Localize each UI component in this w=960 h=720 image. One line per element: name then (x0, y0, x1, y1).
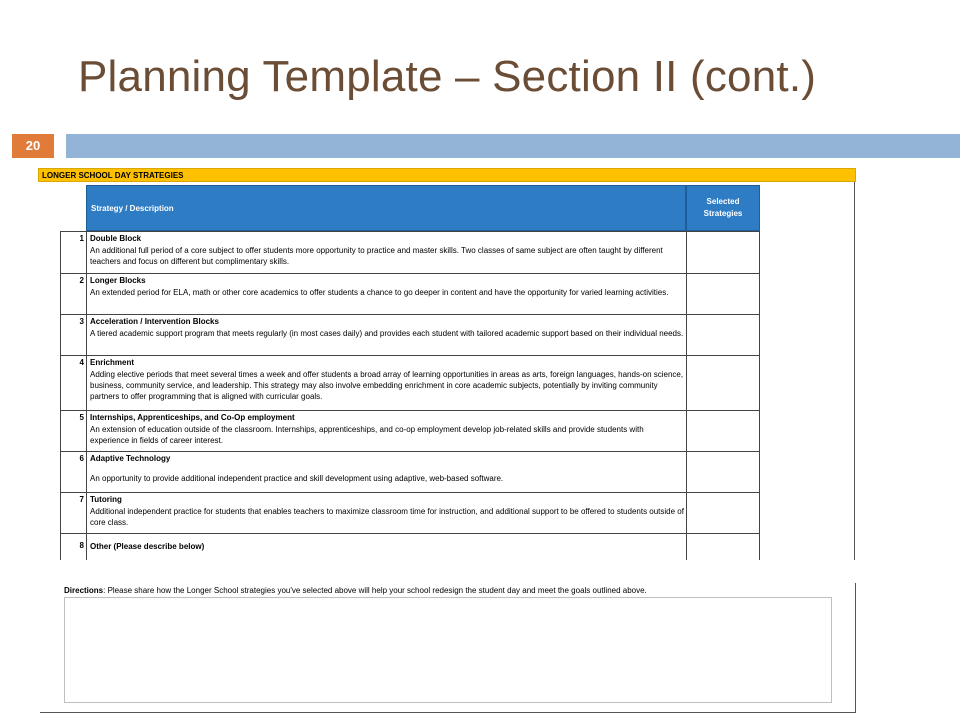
table-row (60, 410, 760, 451)
directions-answer-field[interactable] (64, 597, 832, 703)
row-number: 3 (79, 317, 84, 326)
row-title: Acceleration / Intervention Blocks (90, 317, 219, 326)
row-title: Double Block (90, 234, 142, 243)
selected-checkbox-cell[interactable] (686, 232, 760, 273)
row-description: Additional independent practice for students that enables teachers to maximize classroom time for instruction, and additional support to be offered to students outside of core class. (90, 507, 684, 527)
table-row (60, 451, 760, 492)
row-description-cell (86, 315, 686, 355)
table-row (60, 231, 760, 273)
strategies-table (38, 168, 858, 560)
selected-checkbox-cell[interactable] (686, 411, 760, 451)
row-description: An opportunity to provide additional independent practice and skill development using adaptive, web-based software. (90, 474, 504, 483)
table-row (60, 492, 760, 533)
row-number: 5 (79, 413, 84, 422)
table-row (60, 355, 760, 410)
row-description-cell (86, 452, 686, 492)
row-title: Adaptive Technology (90, 454, 171, 463)
sheet-border (854, 182, 855, 560)
row-number: 1 (79, 234, 84, 243)
row-number: 7 (79, 495, 84, 504)
slide-title: Planning Template – Section II (cont.) (78, 52, 817, 101)
row-title: Enrichment (90, 358, 135, 367)
row-description: A tiered academic support program that meets regularly (in most cases daily) and provides each student with tailored academic support based on their individual needs. (90, 329, 684, 338)
directions-section (40, 583, 856, 713)
selected-checkbox-cell[interactable] (686, 452, 760, 492)
selected-checkbox-cell[interactable] (686, 534, 760, 560)
directions-label: Directions (64, 586, 104, 595)
row-description-cell (86, 232, 686, 273)
row-description-cell (86, 493, 686, 533)
column-header-strategy: Strategy / Description (86, 185, 686, 231)
row-title: Tutoring (90, 495, 122, 504)
table-row (60, 314, 760, 355)
row-number: 8 (79, 541, 84, 550)
row-number: 6 (79, 454, 84, 463)
table-header-banner: LONGER SCHOOL DAY STRATEGIES (38, 168, 856, 182)
column-header-selected-line2: Strategies (703, 209, 743, 218)
row-title: Internships, Apprenticeships, and Co-Op employment (90, 413, 295, 422)
row-description-cell (86, 356, 686, 410)
page-number: 20 (12, 134, 54, 158)
row-description-cell (86, 274, 686, 314)
accent-bar (66, 134, 960, 158)
row-description: An extended period for ELA, math or other core academics to offer students a chance to go deeper in content and have the opportunity for varied learning activities. (90, 288, 669, 297)
row-description: Adding elective periods that meet several times a week and offer students a broad array of learning opportunities in areas as arts, foreign languages, hands-on science, business, community service, and leadership. This strategy may also involve embedding enrichment in core academic subjects, potentially by inviting community partners to offer programming that is aligned with curricular goals. (90, 370, 684, 401)
column-header-selected (686, 185, 760, 231)
row-title: Longer Blocks (90, 276, 146, 285)
row-description-cell (86, 534, 686, 560)
directions-text (64, 586, 647, 595)
row-number: 2 (79, 276, 84, 285)
row-title: Other (Please describe below) (90, 542, 205, 551)
row-number: 4 (79, 358, 84, 367)
row-description-cell (86, 411, 686, 451)
selected-checkbox-cell[interactable] (686, 493, 760, 533)
row-description: An additional full period of a core subject to offer students more opportunity to practice and master skills. Two classes of same subject are often taught by different teachers and focus on different but complimentary skills. (90, 246, 663, 266)
selected-checkbox-cell[interactable] (686, 274, 760, 314)
row-description: An extension of education outside of the classroom. Internships, apprenticeships, and co-op employment develop job-related skills and provide students with experience in fields of career interest. (90, 425, 644, 445)
selected-checkbox-cell[interactable] (686, 356, 760, 410)
selected-checkbox-cell[interactable] (686, 315, 760, 355)
column-header-selected-line1: Selected (706, 197, 740, 206)
directions-body: : Please share how the Longer School strategies you've selected above will help your school redesign the student day and meet the goals outlined above. (103, 586, 647, 595)
table-row (60, 273, 760, 314)
table-row (60, 533, 760, 560)
